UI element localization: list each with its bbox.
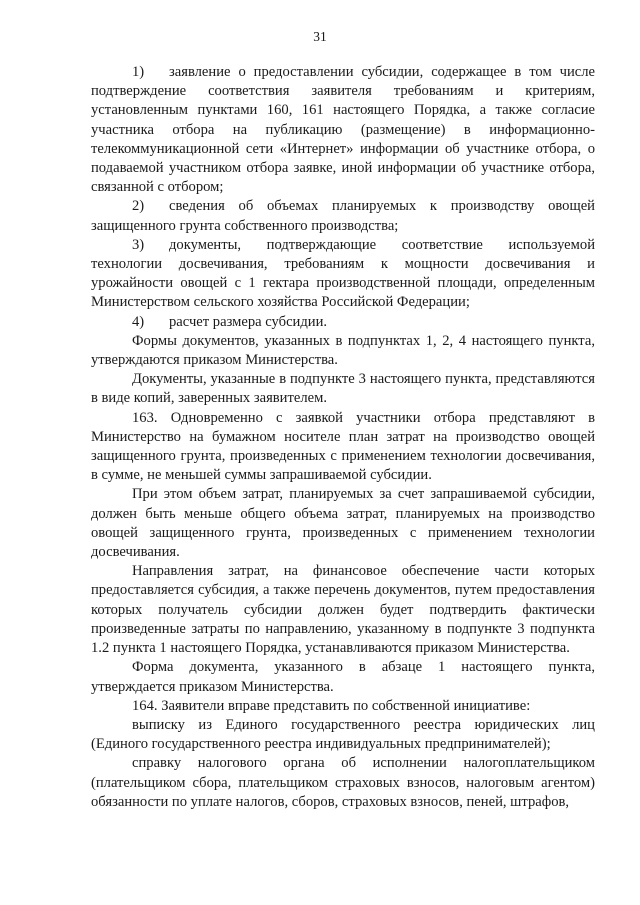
page-number: 31 — [313, 29, 327, 44]
paragraph: 164. Заявители вправе представить по собственной инициативе: — [132, 697, 531, 714]
list-number: 1) — [132, 64, 145, 80]
paragraph: Документы, указанные в подпункте 3 настоящего пункта, представляются в виде копий, заверенных заявителем. — [91, 371, 595, 407]
paragraph: Направления затрат, на финансовое обеспечение части которых предоставляется субсидия, а также перечень документов, путем предоставления которых получатель субсидии должен будет подтвердить фактически произведенные затраты по направлению, указанному в подпункте 3 подпункта 1.2 пункта 1 настоящего Порядка, устанавливаются приказом Министерства. — [91, 563, 595, 657]
list-item-3 — [91, 236, 595, 313]
paragraph: Форма документа, указанного в абзаце 1 настоящего пункта, утверждается приказом Министерства. — [91, 659, 595, 695]
list-item-4 — [91, 313, 595, 332]
paragraph-text: расчет размера субсидии. — [169, 313, 328, 330]
paragraph: справку налогового органа об исполнении налогоплательщиком (плательщиком сбора, плательщиком страховых взносов, налоговым агентом) обязанности по уплате налогов, сборов, страховых взносов, пеней, штрафов, — [91, 755, 595, 810]
paragraph-text: сведения об объемах планируемых к производству овощей защищенного грунта собственного производства; — [91, 198, 595, 234]
paragraph: 163. Одновременно с заявкой участники отбора представляют в Министерство на бумажном носителе план затрат на производство овощей защищенного грунта, произведенных с применением технологии досвечивания, в сумме, не меньшей суммы запрашиваемой субсидии. — [91, 409, 595, 484]
paragraph-text: документы, подтверждающие соответствие используемой технологии досвечивания, требованиям к мощности досвечивания и урожайности овощей с 1 гектара производственной площади, определенным Министерством сельского хозяйства Российской Федерации; — [91, 236, 595, 311]
paragraph: При этом объем затрат, планируемых за счет запрашиваемой субсидии, должен быть меньше общего объема затрат, планируемых на производство овощей защищенного грунта, произведенных с применением технологии досвечивания. — [91, 486, 595, 561]
list-number: 2) — [132, 198, 145, 215]
list-item-1 — [91, 63, 595, 197]
document-body — [91, 63, 595, 812]
list-number: 4) — [132, 313, 145, 330]
paragraph: Формы документов, указанных в подпунктах 1, 2, 4 настоящего пункта, утверждаются приказом Министерства. — [91, 332, 595, 369]
paragraph: выписку из Единого государственного реестра юридических лиц (Единого государственного реестра индивидуальных предпринимателей); — [91, 716, 595, 753]
list-item-2 — [91, 197, 595, 235]
paragraph-text: заявление о предоставлении субсидии, содержащее в том числе подтверждение соответствия заявителя требованиям и критериям, установленным пунктами 160, 161 настоящего Порядка, а также согласие участника отбора на публикацию (размещение) в информационно-телекоммуникационной сети «Интернет» информации об участнике отбора, о подаваемой участником отбора заявке, иной информации об участнике отбора, связанной с отбором; — [91, 64, 595, 196]
list-number: 3) — [132, 236, 145, 253]
